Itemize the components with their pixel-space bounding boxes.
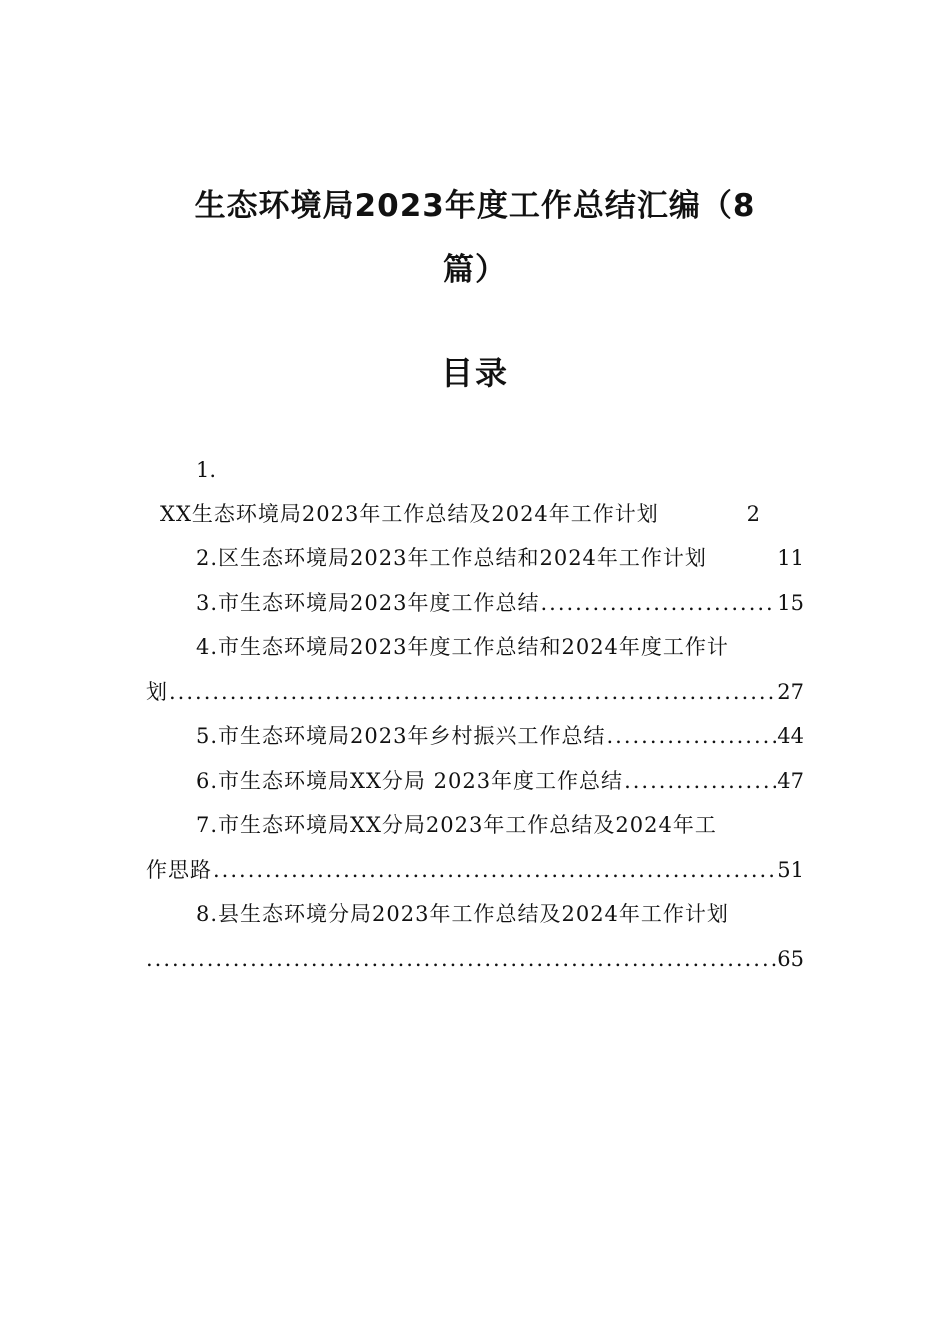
toc-entry-4-page[interactable]: 27 (777, 680, 804, 704)
toc-entry-6[interactable] (196, 767, 804, 795)
toc-entry-4-text-line-1[interactable]: 4.市生态环境局2023年度工作总结和2024年度工作计 (196, 635, 729, 659)
toc-entry-8-leader (146, 945, 776, 973)
toc-entry-3-text[interactable]: 3.市生态环境局2023年度工作总结 (196, 591, 540, 615)
toc-entry-2[interactable] (196, 544, 804, 572)
toc-entry-3-page[interactable]: 15 (777, 591, 804, 615)
toc-entry-5[interactable] (196, 722, 804, 750)
toc-entry-1-number[interactable]: 1. (196, 458, 217, 482)
toc-entry-7-text-line-1[interactable]: 7.市生态环境局XX分局2023年工作总结及2024年工 (196, 813, 717, 837)
toc-entry-6-leader (624, 767, 776, 795)
toc-entry-7-line-1[interactable] (196, 811, 804, 839)
toc-entry-7-page[interactable]: 51 (777, 858, 804, 882)
toc-entry-4-line-1[interactable] (196, 633, 804, 661)
toc-entry-3-leader (540, 589, 776, 617)
document-title-line-1: 生态环境局2023年度工作总结汇编（8 (194, 188, 756, 224)
toc-entry-4-line-2[interactable] (146, 678, 804, 706)
toc-entry-2-text[interactable]: 2.区生态环境局2023年工作总结和2024年工作计划 (196, 546, 707, 570)
toc-entry-8-line-1[interactable] (196, 900, 804, 928)
toc-entry-5-leader (606, 722, 776, 750)
toc-heading: 目录 (440, 354, 509, 392)
toc-entry-2-page[interactable]: 11 (777, 546, 804, 570)
toc-entry-7-leader (213, 856, 776, 884)
toc-entry-4-leader (169, 678, 776, 706)
toc-entry-4-text-line-2[interactable]: 划 (146, 680, 168, 704)
toc-entry-6-page[interactable]: 47 (777, 769, 804, 793)
toc-entry-5-text[interactable]: 5.市生态环境局2023年乡村振兴工作总结 (196, 724, 606, 748)
toc-entry-8-page[interactable]: 65 (777, 947, 804, 971)
toc-entry-1-page[interactable]: 2 (746, 502, 760, 526)
toc-entry-7-line-2[interactable] (146, 856, 804, 884)
toc-entry-8-text-line-1[interactable]: 8.县生态环境分局2023年工作总结及2024年工作计划 (196, 902, 729, 926)
toc-entry-7-text-line-2[interactable]: 作思路 (146, 858, 212, 882)
toc-entry-1-text[interactable]: XX生态环境局2023年工作总结及2024年工作计划 (160, 502, 659, 526)
toc-entry-6-text[interactable]: 6.市生态环境局XX分局 2023年度工作总结 (196, 769, 624, 793)
toc-entry-5-page[interactable]: 44 (777, 724, 804, 748)
document-title-line-2: 篇） (443, 252, 507, 288)
toc-entry-1[interactable] (160, 500, 760, 528)
toc-entry-3[interactable] (196, 589, 804, 617)
toc-entry-8-line-2[interactable] (146, 945, 804, 973)
